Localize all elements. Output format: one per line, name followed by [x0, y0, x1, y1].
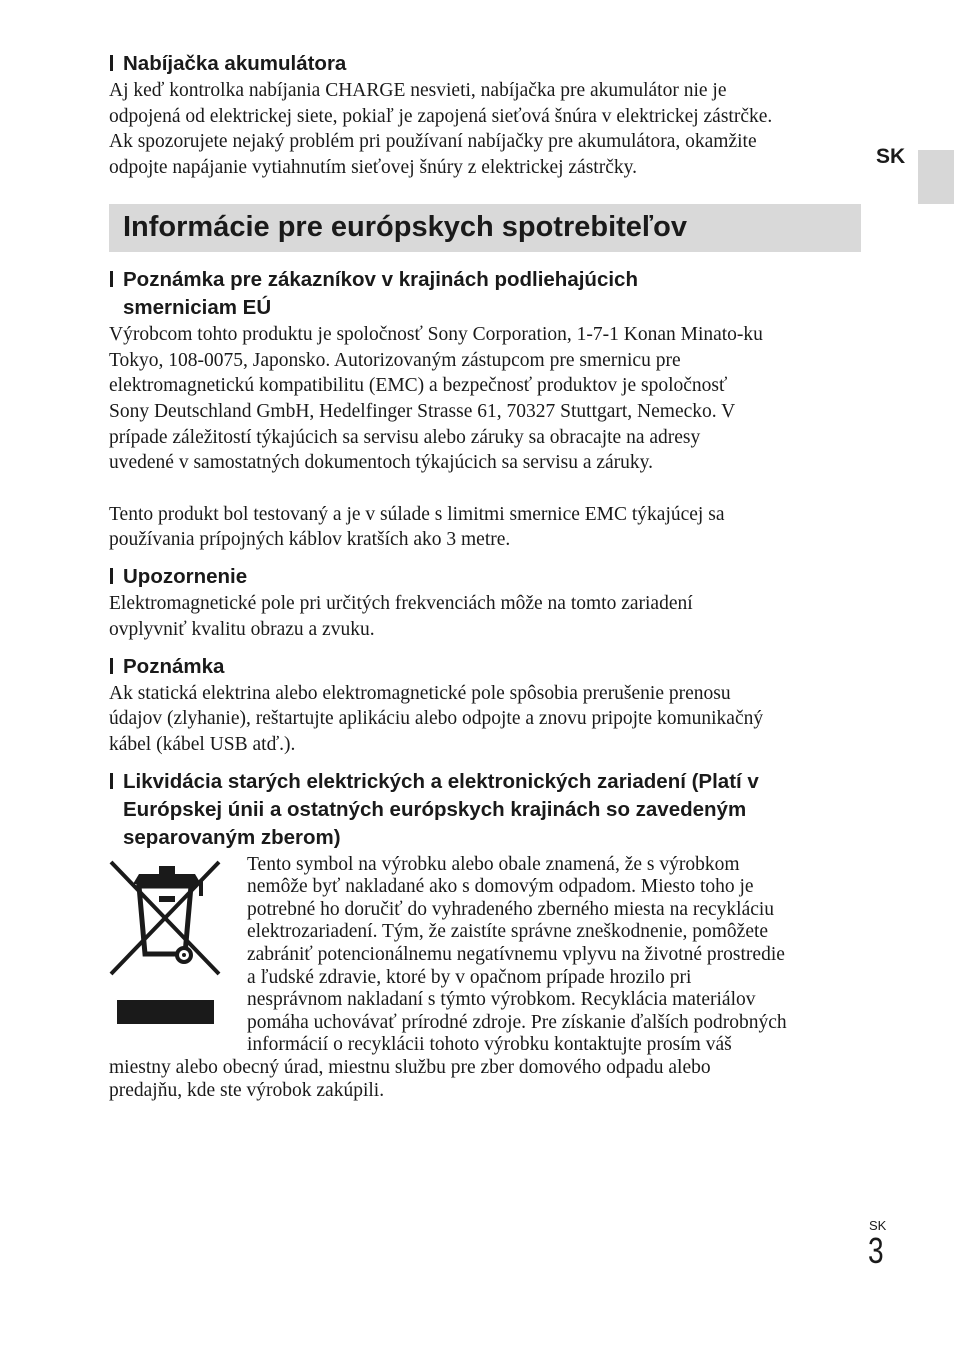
section-gap [109, 758, 861, 768]
text-line: a ľudské zdravie, ktoré by v opačnom prípade hrozilo pri [247, 966, 692, 988]
note-paragraph [109, 681, 861, 758]
text-line: Elektromagnetické pole pri určitých frekvenciách môže na tomto zariadení [109, 593, 693, 615]
section-gap [109, 643, 861, 653]
text-line: informácií o recyklácii tohoto výrobku kontaktujte prosím váš [247, 1034, 732, 1056]
warning-paragraph [109, 591, 861, 642]
disposal-full-text [109, 1057, 861, 1102]
text-line: predajňu, kde ste výrobok zakúpili. [109, 1079, 385, 1101]
text-line: prípade záležitostí týkajúcich sa servisu alebo záruky sa obracajte na adresy [109, 426, 701, 448]
charger-paragraph [109, 78, 861, 181]
disposal-body [109, 854, 861, 1103]
text-line: miestny alebo obecný úrad, miestnu službu pre zber domového odpadu alebo [109, 1056, 711, 1078]
text-line: uvedené v samostatných dokumentoch týkajúcich sa servisu a záruky. [109, 452, 654, 474]
page-number: 3 [868, 1230, 884, 1271]
section-gap [109, 553, 861, 563]
text-line: kábel (kábel USB atď.). [109, 733, 296, 755]
text-line: Ak statická elektrina alebo elektromagnetické pole spôsobia prerušenie prenosu [109, 682, 731, 704]
text-line: Tento produkt bol testovaný a je v súlade s limitmi smernice EMC týkajúcej sa [109, 503, 725, 525]
text-line: nemôže byť nakladané ako s domovým odpadom. Miesto toho je [247, 876, 754, 898]
heading-line: Poznámka pre zákazníkov v krajinách podliehajúcich [123, 267, 638, 291]
text-line: odpojená od elektrickej siete, pokiaľ je zapojená sieťová šnúra v elektrickej zástrčke. [109, 105, 773, 127]
text-line: údajov (zlyhanie), reštartujte aplikáciu alebo odpojte a znovu pripojte komunikačný [109, 708, 764, 730]
text-line: používania prípojných káblov kratších ako 3 metre. [109, 529, 511, 551]
section-banner-title: Informácie pre európskych spotrebiteľov [123, 211, 687, 244]
text-line: pomáha uchovávať prírodné zdroje. Pre získanie ďalších podrobných [247, 1011, 787, 1033]
section-banner [109, 204, 861, 252]
heading-line: smerniciam EÚ [123, 295, 272, 319]
text-line: zabrániť potencionálnemu negatívnemu vplyvu na životné prostredie [247, 944, 785, 966]
crossed-out-wheelie-bin-icon [109, 856, 221, 1036]
text-line: elektrozariadení. Tým, že zaistíte správne zneškodnenie, pomôžete [247, 921, 769, 943]
text-line: potrebné ho doručiť do vyhradeného zberného miesta na recykláciu [247, 898, 775, 920]
text-line: Tokyo, 108-0075, Japonsko. Autorizovaným zástupcom pre smernicu pre [109, 349, 681, 371]
text-line: elektromagnetickú kompatibilitu (EMC) a bezpečnosť produktov je spoločnosť [109, 375, 728, 397]
text-line: Tento symbol na výrobku alebo obale znamená, že s výrobkom [247, 853, 740, 875]
disposal-heading [109, 768, 861, 852]
text-line: Ak spozorujete nejaký problém pri používaní nabíjačky pre akumulátora, okamžite [109, 131, 757, 153]
text-line: odpojte napájanie vytiahnutím sieťovej šnúry z elektrickej zástrčky. [109, 157, 637, 179]
text-line: nesprávnom nakladaní s týmto výrobkom. Recyklácia materiálov [247, 989, 756, 1011]
charger-heading: Nabíjačka akumulátora [109, 50, 861, 78]
paragraph-gap [109, 476, 861, 502]
footer-language: SK [869, 1218, 887, 1233]
heading-line: Európskej únii a ostatných európskych krajinách so zavedeným [123, 797, 747, 821]
language-tab-marker [918, 150, 954, 204]
eu-notice-heading [109, 266, 861, 322]
warning-heading: Upozornenie [109, 563, 861, 591]
text-line: ovplyvniť kvalitu obrazu a zvuku. [109, 618, 375, 640]
text-line: Sony Deutschland GmbH, Hedelfinger Strasse 61, 70327 Stuttgart, Nemecko. V [109, 400, 736, 422]
page-content [109, 50, 861, 1102]
language-tab-label: SK [876, 145, 906, 168]
text-line: Výrobcom tohto produktu je spoločnosť Sony Corporation, 1-7-1 Konan Minato-ku [109, 323, 763, 345]
note-heading: Poznámka [109, 653, 861, 681]
heading-line: separovaným zberom) [123, 825, 341, 849]
eu-notice-paragraph [109, 322, 861, 553]
disposal-wrapped-text [109, 854, 861, 1057]
text-line: Aj keď kontrolka nabíjania CHARGE nesvieti, nabíjačka pre akumulátor nie je [109, 80, 727, 101]
heading-line: Likvidácia starých elektrických a elektronických zariadení (Platí v [123, 769, 759, 793]
